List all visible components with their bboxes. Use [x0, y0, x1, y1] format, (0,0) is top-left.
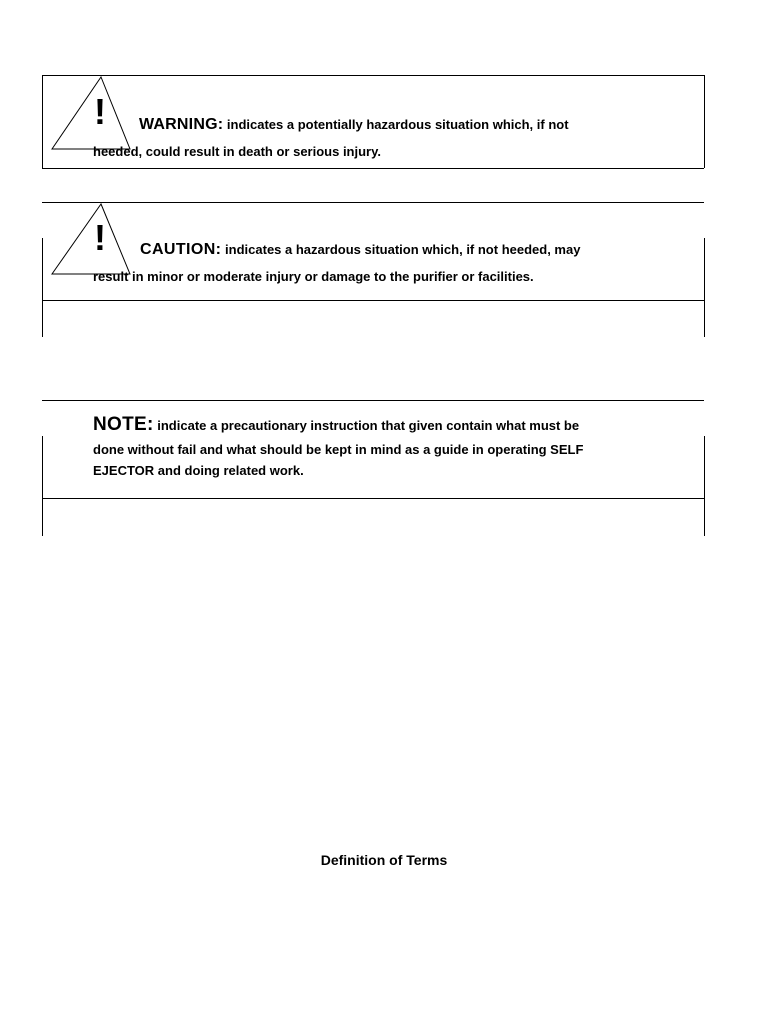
warning-heading: WARNING:: [139, 116, 224, 133]
note-line3: EJECTOR and doing related work.: [93, 463, 304, 478]
caution-box-right-border: [704, 238, 705, 337]
warning-line1: indicates a potentially hazardous situation which, if not: [226, 117, 569, 132]
caution-line2: result in minor or moderate injury or damage to the purifier or facilities.: [93, 269, 534, 284]
caution-exclamation: !: [94, 217, 106, 258]
caution-box-middle-border: [42, 300, 704, 301]
caution-line1: indicates a hazardous situation which, if not heeded, may: [225, 242, 581, 257]
note-text-line1: [93, 414, 579, 437]
warning-exclamation: !: [94, 91, 106, 132]
note-box-left-border: [42, 436, 43, 536]
warning-line2: heeded, could result in death or serious injury.: [93, 144, 381, 159]
caution-heading: CAUTION:: [140, 241, 222, 258]
warning-box-left-border: [42, 75, 43, 168]
note-box-top-border: [42, 400, 704, 401]
note-line1: indicate a precautionary instruction that given contain what must be: [157, 418, 580, 433]
caution-box-top-border: [42, 202, 704, 203]
note-heading: NOTE: [93, 414, 147, 435]
note-colon: :: [146, 414, 154, 435]
warning-text-line1: [139, 111, 569, 138]
warning-box-top-border: [42, 75, 704, 76]
warning-box-right-border: [704, 75, 705, 168]
caution-box-left-border: [42, 238, 43, 337]
note-box-right-border: [704, 436, 705, 536]
caution-text-line1: [140, 236, 580, 263]
note-box-middle-border: [42, 498, 704, 499]
warning-box-bottom-border: [42, 168, 704, 169]
definition-of-terms-heading: Definition of Terms: [320, 852, 448, 868]
note-line2: done without fail and what should be kept in mind as a guide in operating SELF: [93, 442, 584, 457]
